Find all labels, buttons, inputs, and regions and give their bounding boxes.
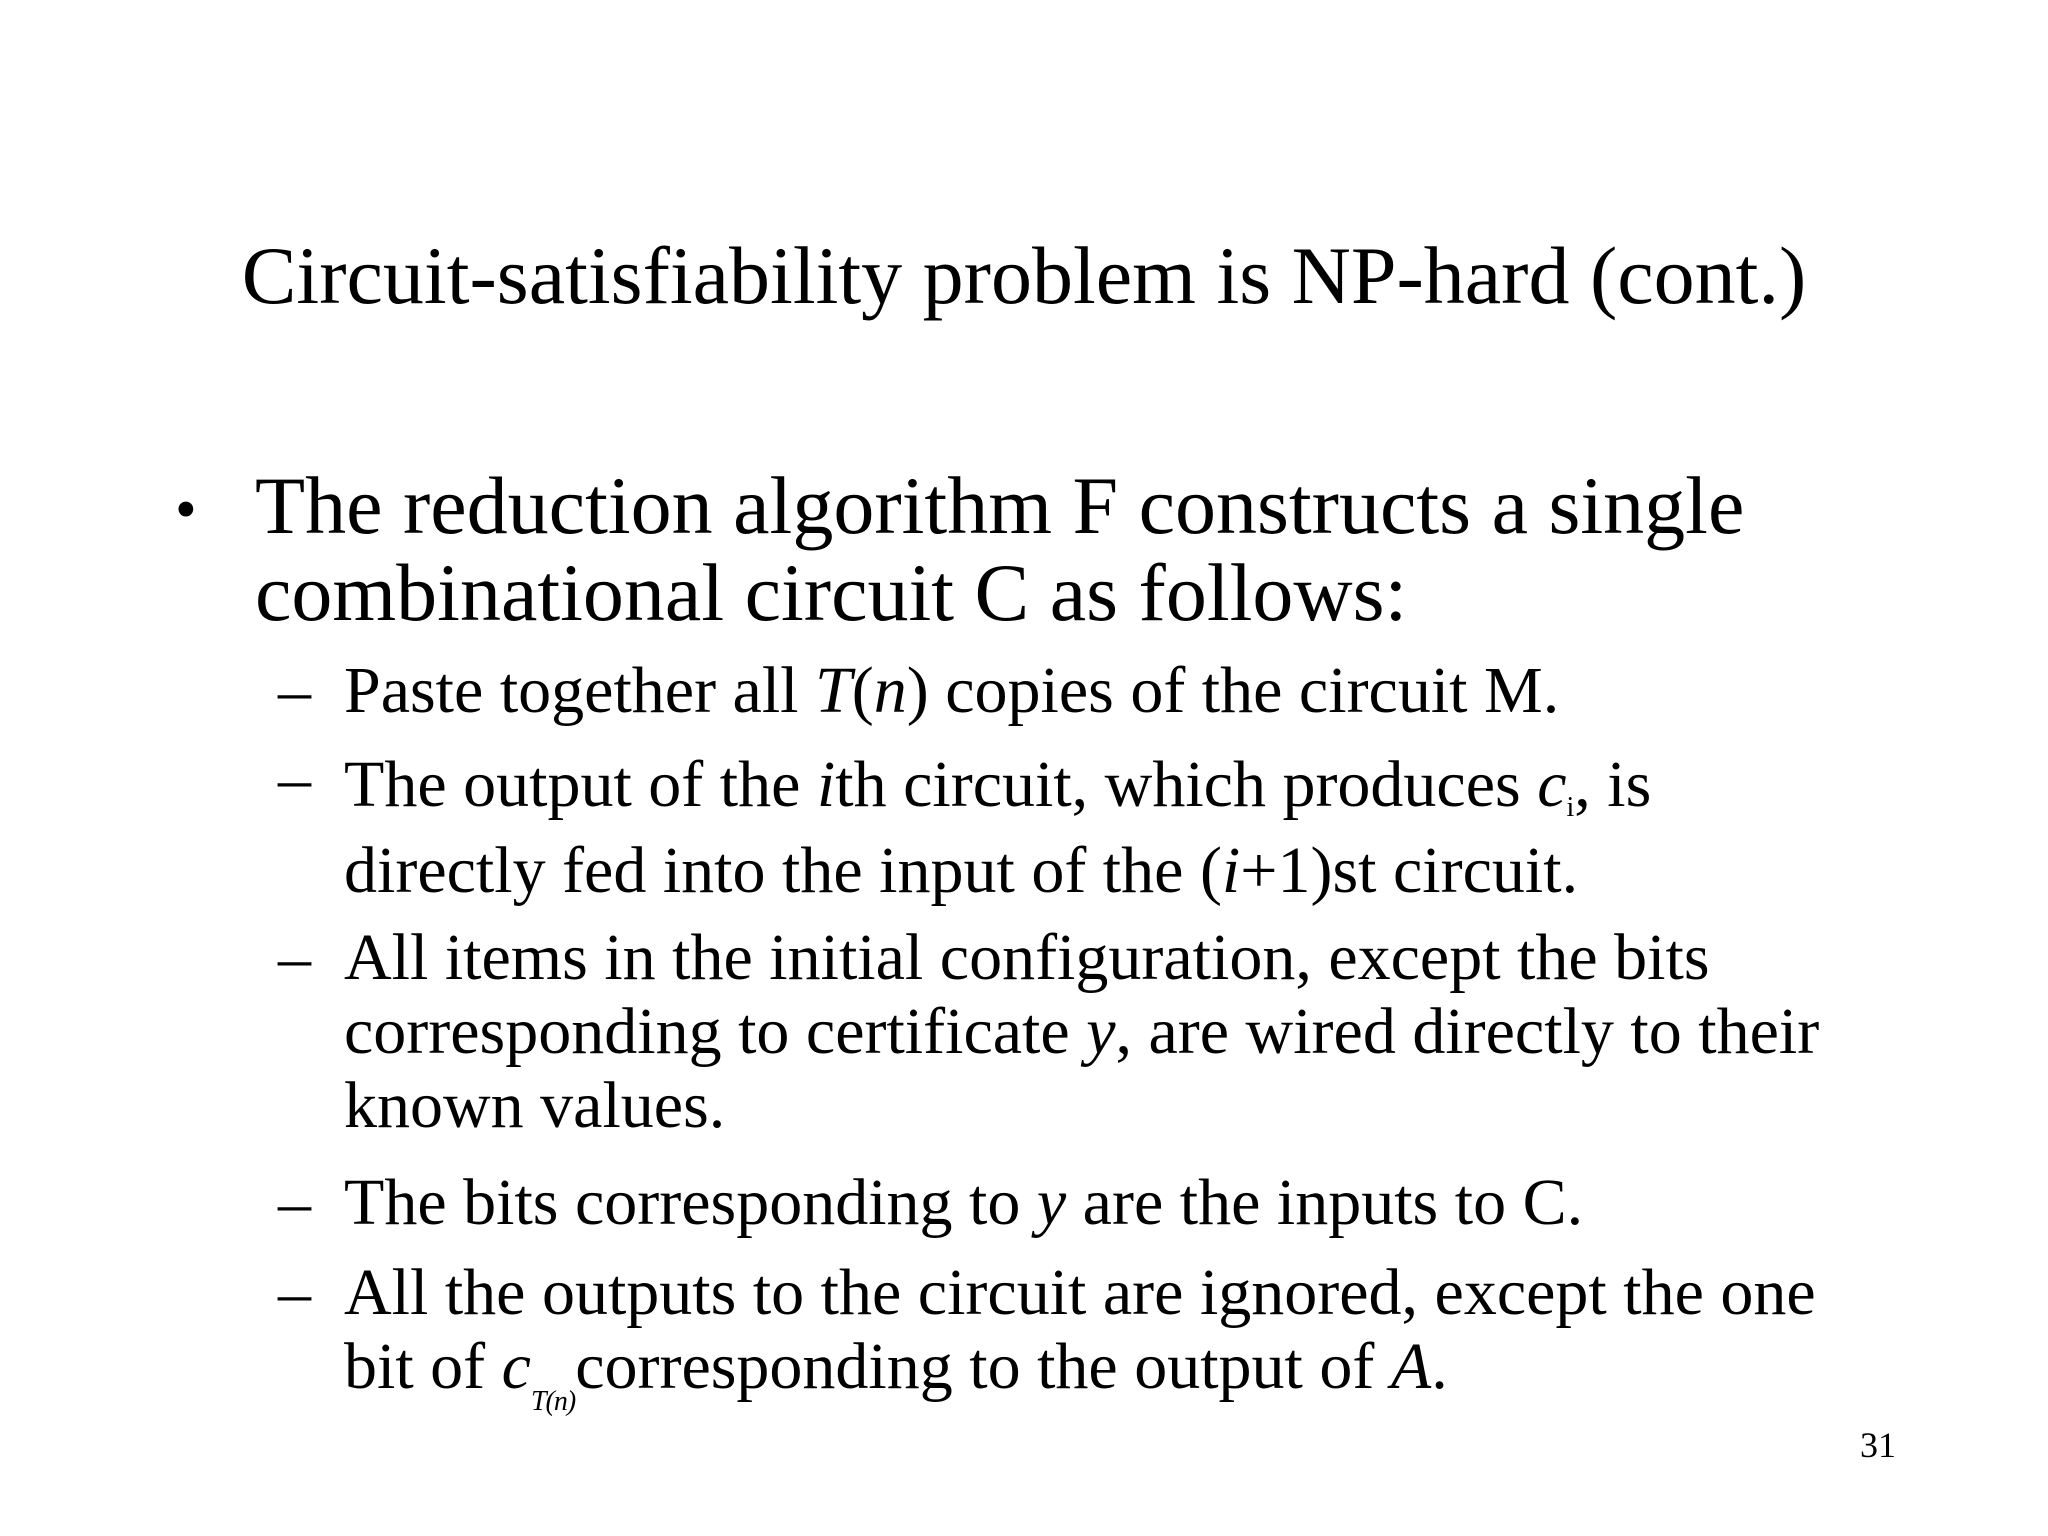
bullet-marker: • <box>175 476 197 544</box>
text-run: th circuit, which produces <box>835 748 1538 821</box>
italic-c: c <box>501 1330 531 1403</box>
page-number: 31 <box>1860 1425 1896 1465</box>
sub-bullet-3-line-3: known values. <box>344 1069 726 1142</box>
text-run: ) copies of the circuit M. <box>906 654 1560 727</box>
text-run: The output of the <box>344 748 817 821</box>
sub-bullet-5-line-2 <box>344 1330 1816 1417</box>
dash-marker: – <box>278 921 311 994</box>
sub-bullet-4-text <box>344 1166 1583 1240</box>
italic-i: i <box>816 748 836 821</box>
sub-bullet-1-line-1 <box>344 654 1559 728</box>
main-bullet-line-1: The reduction algorithm F constructs a single <box>255 460 1745 551</box>
main-bullet-line-2: combinational circuit C as follows: <box>255 547 1408 638</box>
text-run: are the inputs to C. <box>1066 1166 1584 1239</box>
text-run: directly fed into the input of the ( <box>344 834 1222 907</box>
text-run: . <box>1431 1330 1448 1403</box>
subscript-tn: T(n) <box>530 1386 576 1417</box>
dash-marker: – <box>278 1166 311 1239</box>
main-bullet-text <box>255 462 1744 636</box>
italic-c: c <box>1537 748 1567 821</box>
subscript-i: i <box>1566 792 1575 823</box>
italic-y: y <box>1036 1166 1067 1239</box>
text-run: , are wired directly to their <box>1115 995 1820 1068</box>
sub-bullet-5-text <box>344 1256 1816 1417</box>
sub-bullet-3-line-2 <box>344 995 1819 1069</box>
dash-marker: – <box>278 742 311 815</box>
italic-A: A <box>1390 1330 1432 1403</box>
slide-title: Circuit-satisfiability problem is NP-hard (cont.) <box>241 230 1807 321</box>
italic-T: T <box>815 654 852 727</box>
sub-bullet-5-line-1: All the outputs to the circuit are ignored, except the one <box>344 1256 1816 1329</box>
dash-marker: – <box>278 654 311 727</box>
sub-bullet-2-text <box>344 742 1651 914</box>
sub-bullet-3-line-1: All items in the initial configuration, except the bits <box>344 921 1710 994</box>
text-run: corresponding to certificate <box>344 995 1087 1068</box>
sub-bullet-3-text <box>344 921 1819 1143</box>
sub-bullet-2-line-2 <box>344 828 1651 914</box>
italic-i: i <box>1221 834 1241 907</box>
sub-bullet-1-text <box>344 654 1559 728</box>
text-run: The bits corresponding to <box>344 1166 1037 1239</box>
text-run: ( <box>851 654 874 727</box>
italic-y: y <box>1086 995 1116 1068</box>
text-run: bit of <box>344 1330 502 1403</box>
text-run: corresponding to the output of <box>575 1330 1391 1403</box>
dash-marker: – <box>278 1256 311 1329</box>
text-run: , is <box>1574 748 1652 821</box>
sub-bullet-2-line-1 <box>344 742 1651 828</box>
text-run: Paste together all <box>344 654 816 727</box>
sub-bullet-4-line-1 <box>344 1166 1583 1240</box>
text-run: +1)st circuit. <box>1240 834 1579 907</box>
italic-n: n <box>873 654 907 727</box>
